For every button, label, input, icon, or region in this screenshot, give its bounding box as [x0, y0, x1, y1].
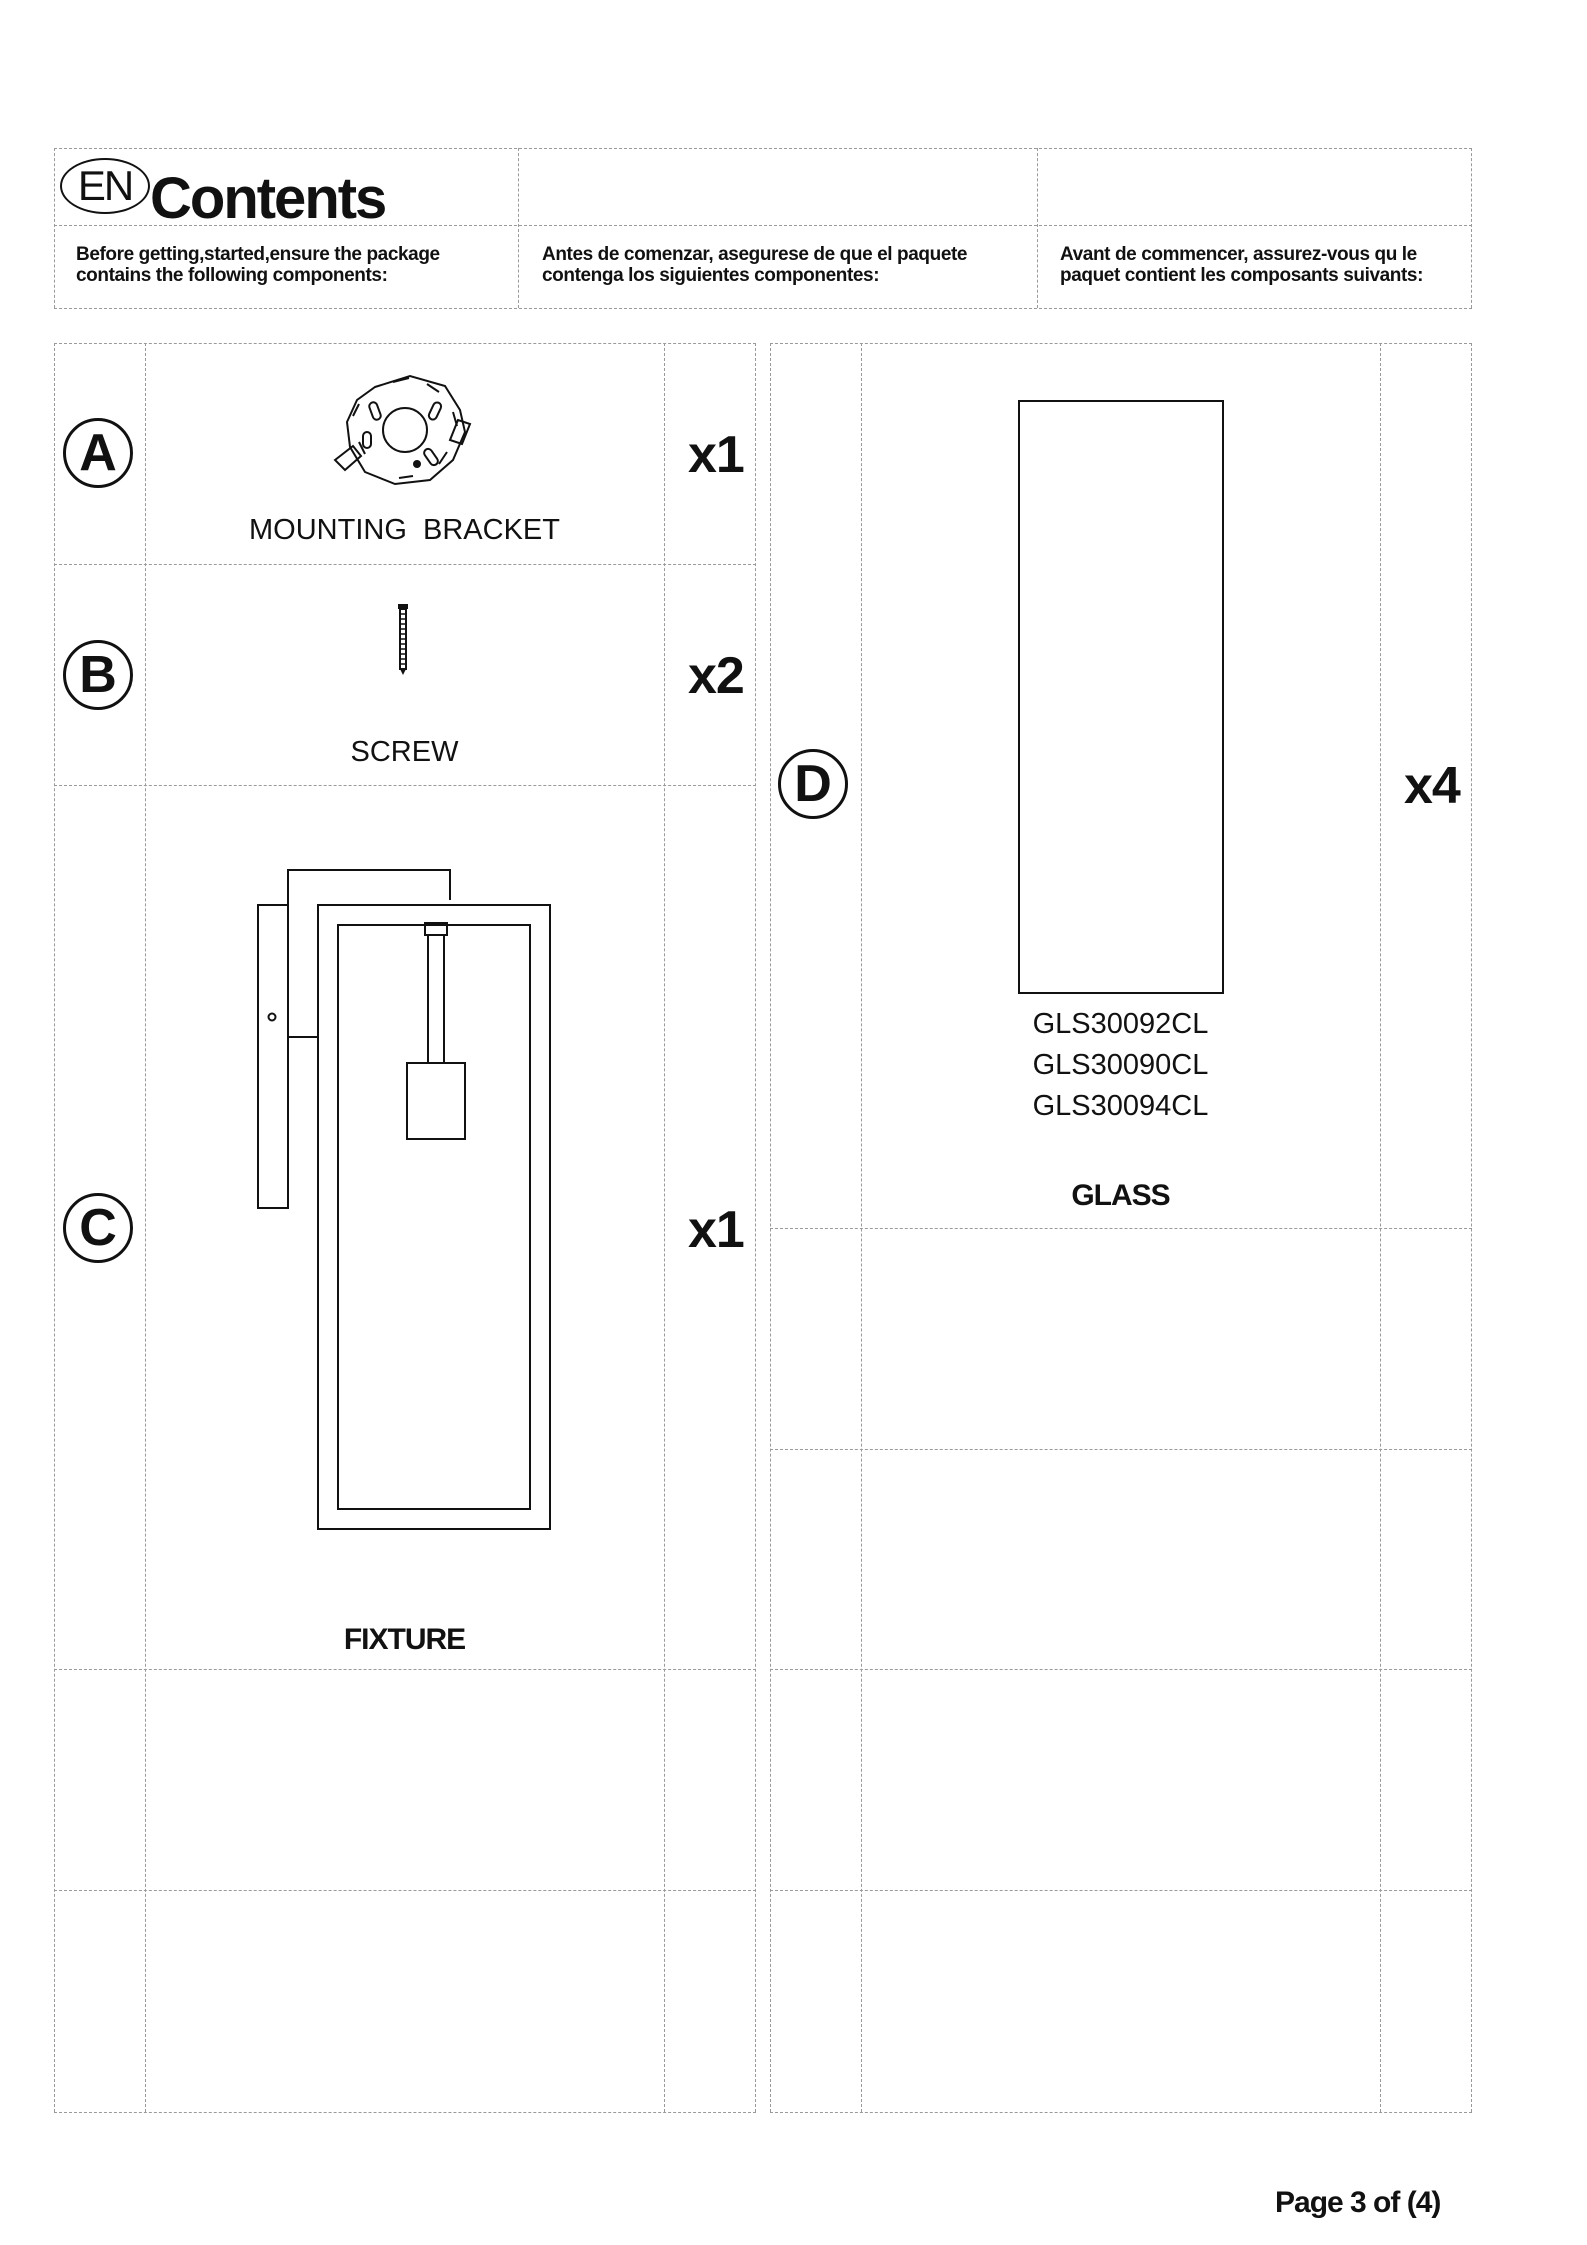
part-letter-c: C: [63, 1193, 133, 1263]
left-grid-line: [755, 343, 756, 2112]
left-grid-line: [54, 564, 756, 565]
glass-code-1: GLS30092CL: [1032, 1008, 1209, 1040]
intro-en: Before getting,started,ensure the package contains the following components:: [76, 244, 440, 286]
left-grid-line: [54, 785, 756, 786]
right-grid-line: [861, 343, 862, 2112]
header-line-v: [518, 148, 519, 308]
part-qty-d: x4: [1404, 757, 1460, 815]
right-grid-line: [1471, 343, 1472, 2112]
part-letter-a: A: [63, 418, 133, 488]
page-title: Contents: [150, 166, 386, 231]
part-name-d: GLASS: [1071, 1179, 1170, 1212]
header-line-bottom: [54, 308, 1472, 309]
mounting-bracket-icon: [335, 372, 475, 492]
left-grid-line: [54, 2112, 756, 2113]
part-qty-c: x1: [688, 1201, 744, 1259]
glass-code-3: GLS30094CL: [1032, 1090, 1209, 1122]
part-name-b: SCREW: [350, 736, 459, 768]
page-number: Page 3 of (4): [1275, 2186, 1441, 2219]
part-qty-a: x1: [688, 426, 744, 484]
right-grid-line: [770, 1669, 1472, 1670]
part-name-a: MOUNTING BRACKET: [249, 514, 560, 546]
header-line-v: [54, 148, 55, 308]
left-grid-line: [54, 343, 55, 2112]
header-line-top: [54, 148, 1472, 149]
left-grid-line: [54, 343, 756, 344]
part-name-c: FIXTURE: [343, 1623, 466, 1656]
part-letter-d: D: [778, 749, 848, 819]
left-grid-line: [54, 1669, 756, 1670]
right-grid-line: [770, 343, 1472, 344]
part-qty-b: x2: [688, 647, 744, 705]
header-line-v: [1471, 148, 1472, 308]
intro-text-es: [542, 244, 967, 286]
right-grid-line: [770, 1449, 1472, 1450]
language-badge: [60, 158, 150, 214]
screw-icon: [395, 604, 411, 676]
left-grid-line: [664, 343, 665, 2112]
intro-text-fr: [1060, 244, 1423, 286]
intro-fr: Avant de commencer, assurez-vous qu le paquet contient les composants suivants:: [1060, 244, 1424, 286]
left-grid-line: [145, 343, 146, 2112]
glass-code-2: GLS30090CL: [1032, 1049, 1209, 1081]
left-grid-line: [54, 1890, 756, 1891]
right-grid-line: [1380, 343, 1381, 2112]
right-grid-line: [770, 343, 771, 2112]
intro-text-en: [76, 244, 440, 286]
right-grid-line: [770, 2112, 1472, 2113]
part-letter-b: B: [63, 640, 133, 710]
fixture-icon: [250, 865, 560, 1535]
right-grid-line: [770, 1890, 1472, 1891]
right-grid-line: [770, 1228, 1472, 1229]
language-badge-label: EN: [77, 162, 133, 209]
intro-es: Antes de comenzar, asegurese de que el paquete contenga los siguientes componentes:: [542, 244, 968, 286]
glass-panel-icon: [1018, 400, 1224, 994]
header-line-v: [1037, 148, 1038, 308]
